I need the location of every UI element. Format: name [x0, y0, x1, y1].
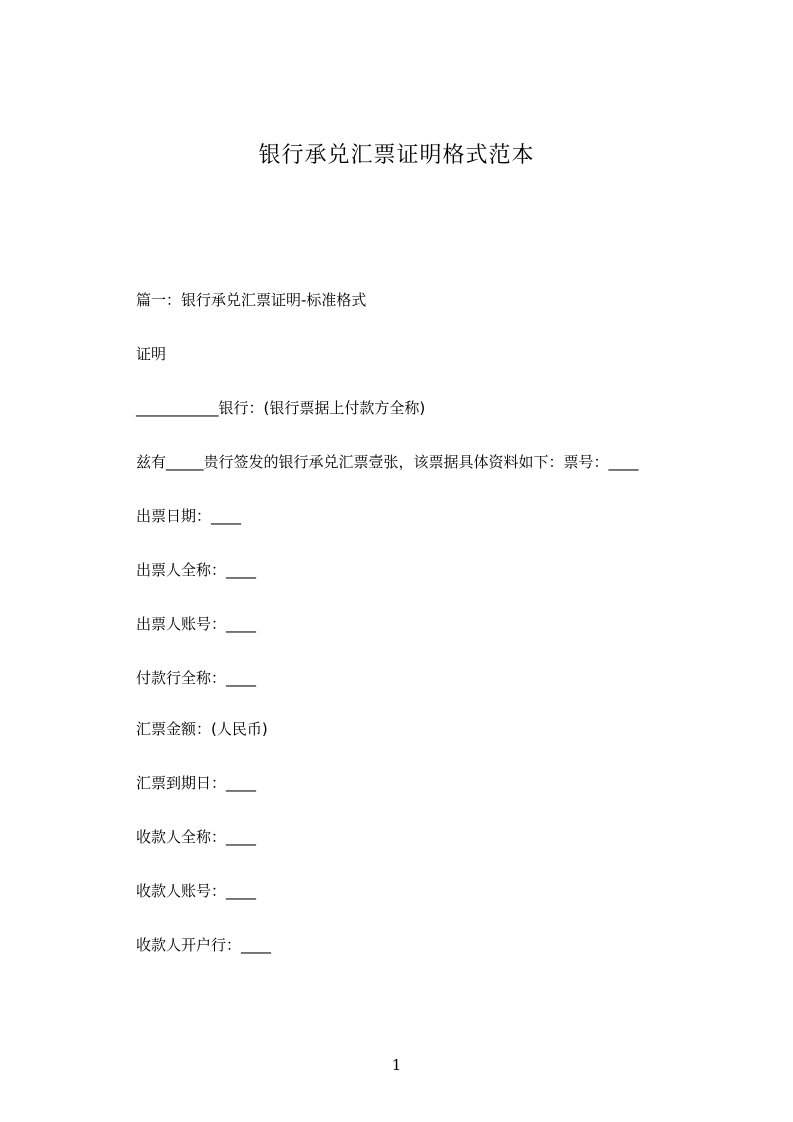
payee-account-line: 收款人账号：____ — [136, 882, 257, 900]
payee-bank-line: 收款人开户行：____ — [136, 936, 272, 954]
page-number: 1 — [391, 1056, 402, 1074]
certificate-heading: 证明 — [136, 345, 167, 363]
document-title: 银行承兑汇票证明格式范本 — [258, 143, 535, 168]
payee-name-line: 收款人全称：____ — [136, 828, 257, 846]
drawer-name-line: 出票人全称：____ — [136, 561, 257, 579]
section-heading: 篇一：银行承兑汇票证明-标准格式 — [136, 291, 367, 309]
addressee-bank-line: ___________银行：(银行票据上付款方全称) — [136, 399, 426, 417]
drawer-account-line: 出票人账号：____ — [136, 615, 257, 633]
statement-line: 兹有_____贵行签发的银行承兑汇票壹张，该票据具体资料如下：票号：____ — [136, 453, 639, 471]
paying-bank-line: 付款行全称：____ — [136, 669, 257, 687]
issue-date-line: 出票日期：____ — [136, 507, 242, 525]
amount-line: 汇票金额：(人民币) — [136, 720, 268, 738]
maturity-date-line: 汇票到期日：____ — [136, 774, 257, 792]
